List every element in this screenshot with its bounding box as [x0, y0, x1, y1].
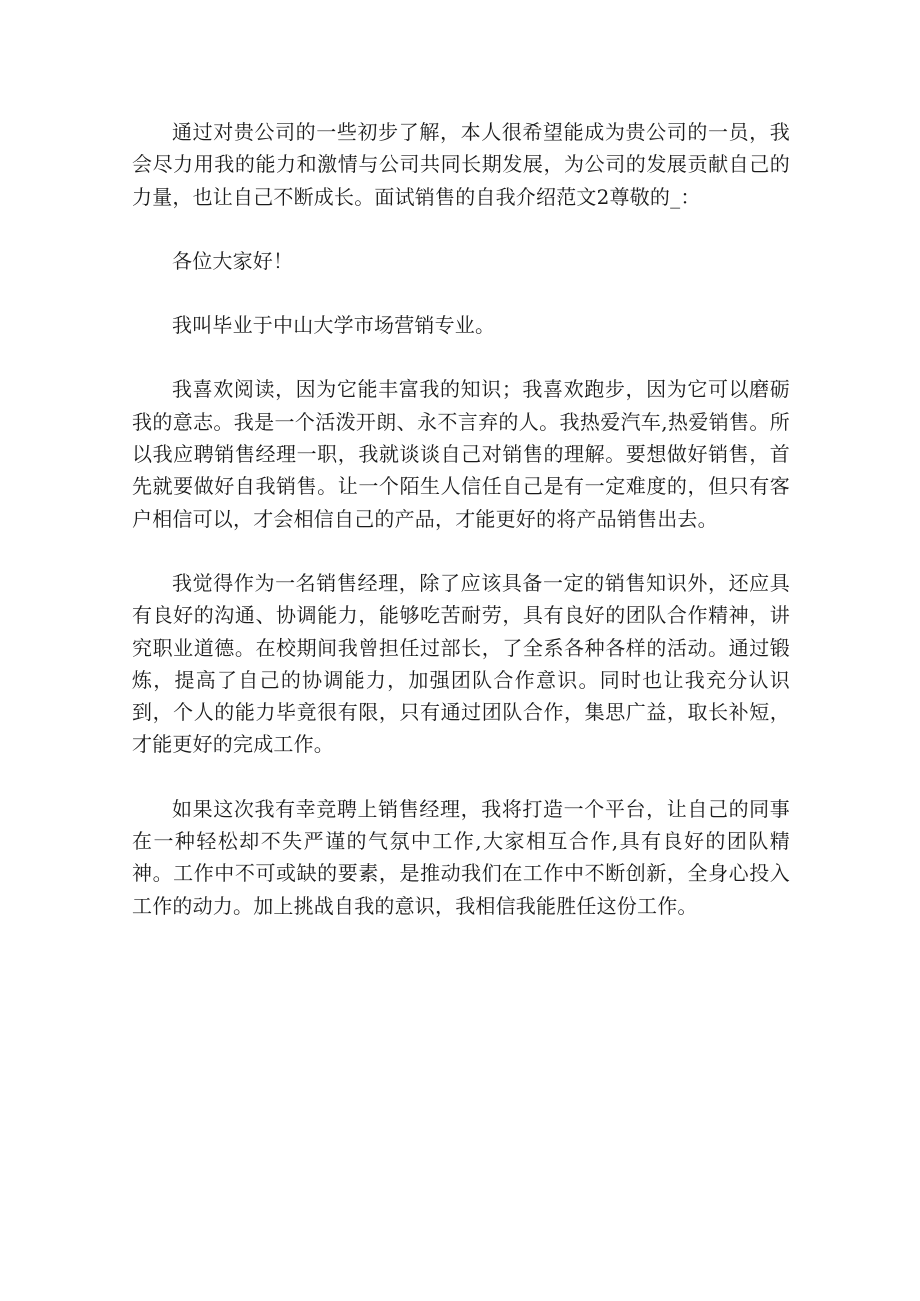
paragraph-qualities: 我觉得作为一名销售经理，除了应该具备一定的销售知识外，还应具有良好的沟通、协调能力，能够吃苦耐劳，具有良好的团队合作精神，讲究职业道德。在校期间我曾担任过部长，了全系各种各样的活动。通过锻炼，提高了自己的协调能力，加强团队合作意识。同时也让我充分认识到，个人的能力毕竟很有限，只有通过团队合作，集思广益，取长补短，才能更好的完成工作。	[132, 570, 790, 757]
paragraph-greeting: 各位大家好！	[172, 248, 294, 273]
paragraph-hobbies: 我喜欢阅读，因为它能丰富我的知识；我喜欢跑步，因为它可以磨砺我的意志。我是一个活泼开朗、永不言弃的人。我热爱汽车,热爱销售。所以我应聘销售经理一职，我就谈谈自己对销售的理解。要想做好销售，首先就要做好自我销售。让一个陌生人信任自己是有一定难度的，但只有客户相信可以，才会相信自己的产品，才能更好的将产品销售出去。	[132, 377, 790, 531]
paragraph-intro: 通过对贵公司的一些初步了解，本人很希望能成为贵公司的一员，我会尽力用我的能力和激情与公司共同长期发展，为公司的发展贡献自己的力量，也让自己不断成长。面试销售的自我介绍范文2尊敬的_：	[132, 120, 790, 209]
paragraph-plan: 如果这次我有幸竞聘上销售经理，我将打造一个平台，让自己的同事在一种轻松却不失严谨的气氛中工作,大家相互合作,具有良好的团队精神。工作中不可或缺的要素，是推动我们在工作中不断创新，全身心投入工作的动力。加上挑战自我的意识，我相信我能胜任这份工作。	[132, 796, 790, 918]
paragraph-name: 我叫毕业于中山大学市场营销专业。	[172, 313, 496, 338]
